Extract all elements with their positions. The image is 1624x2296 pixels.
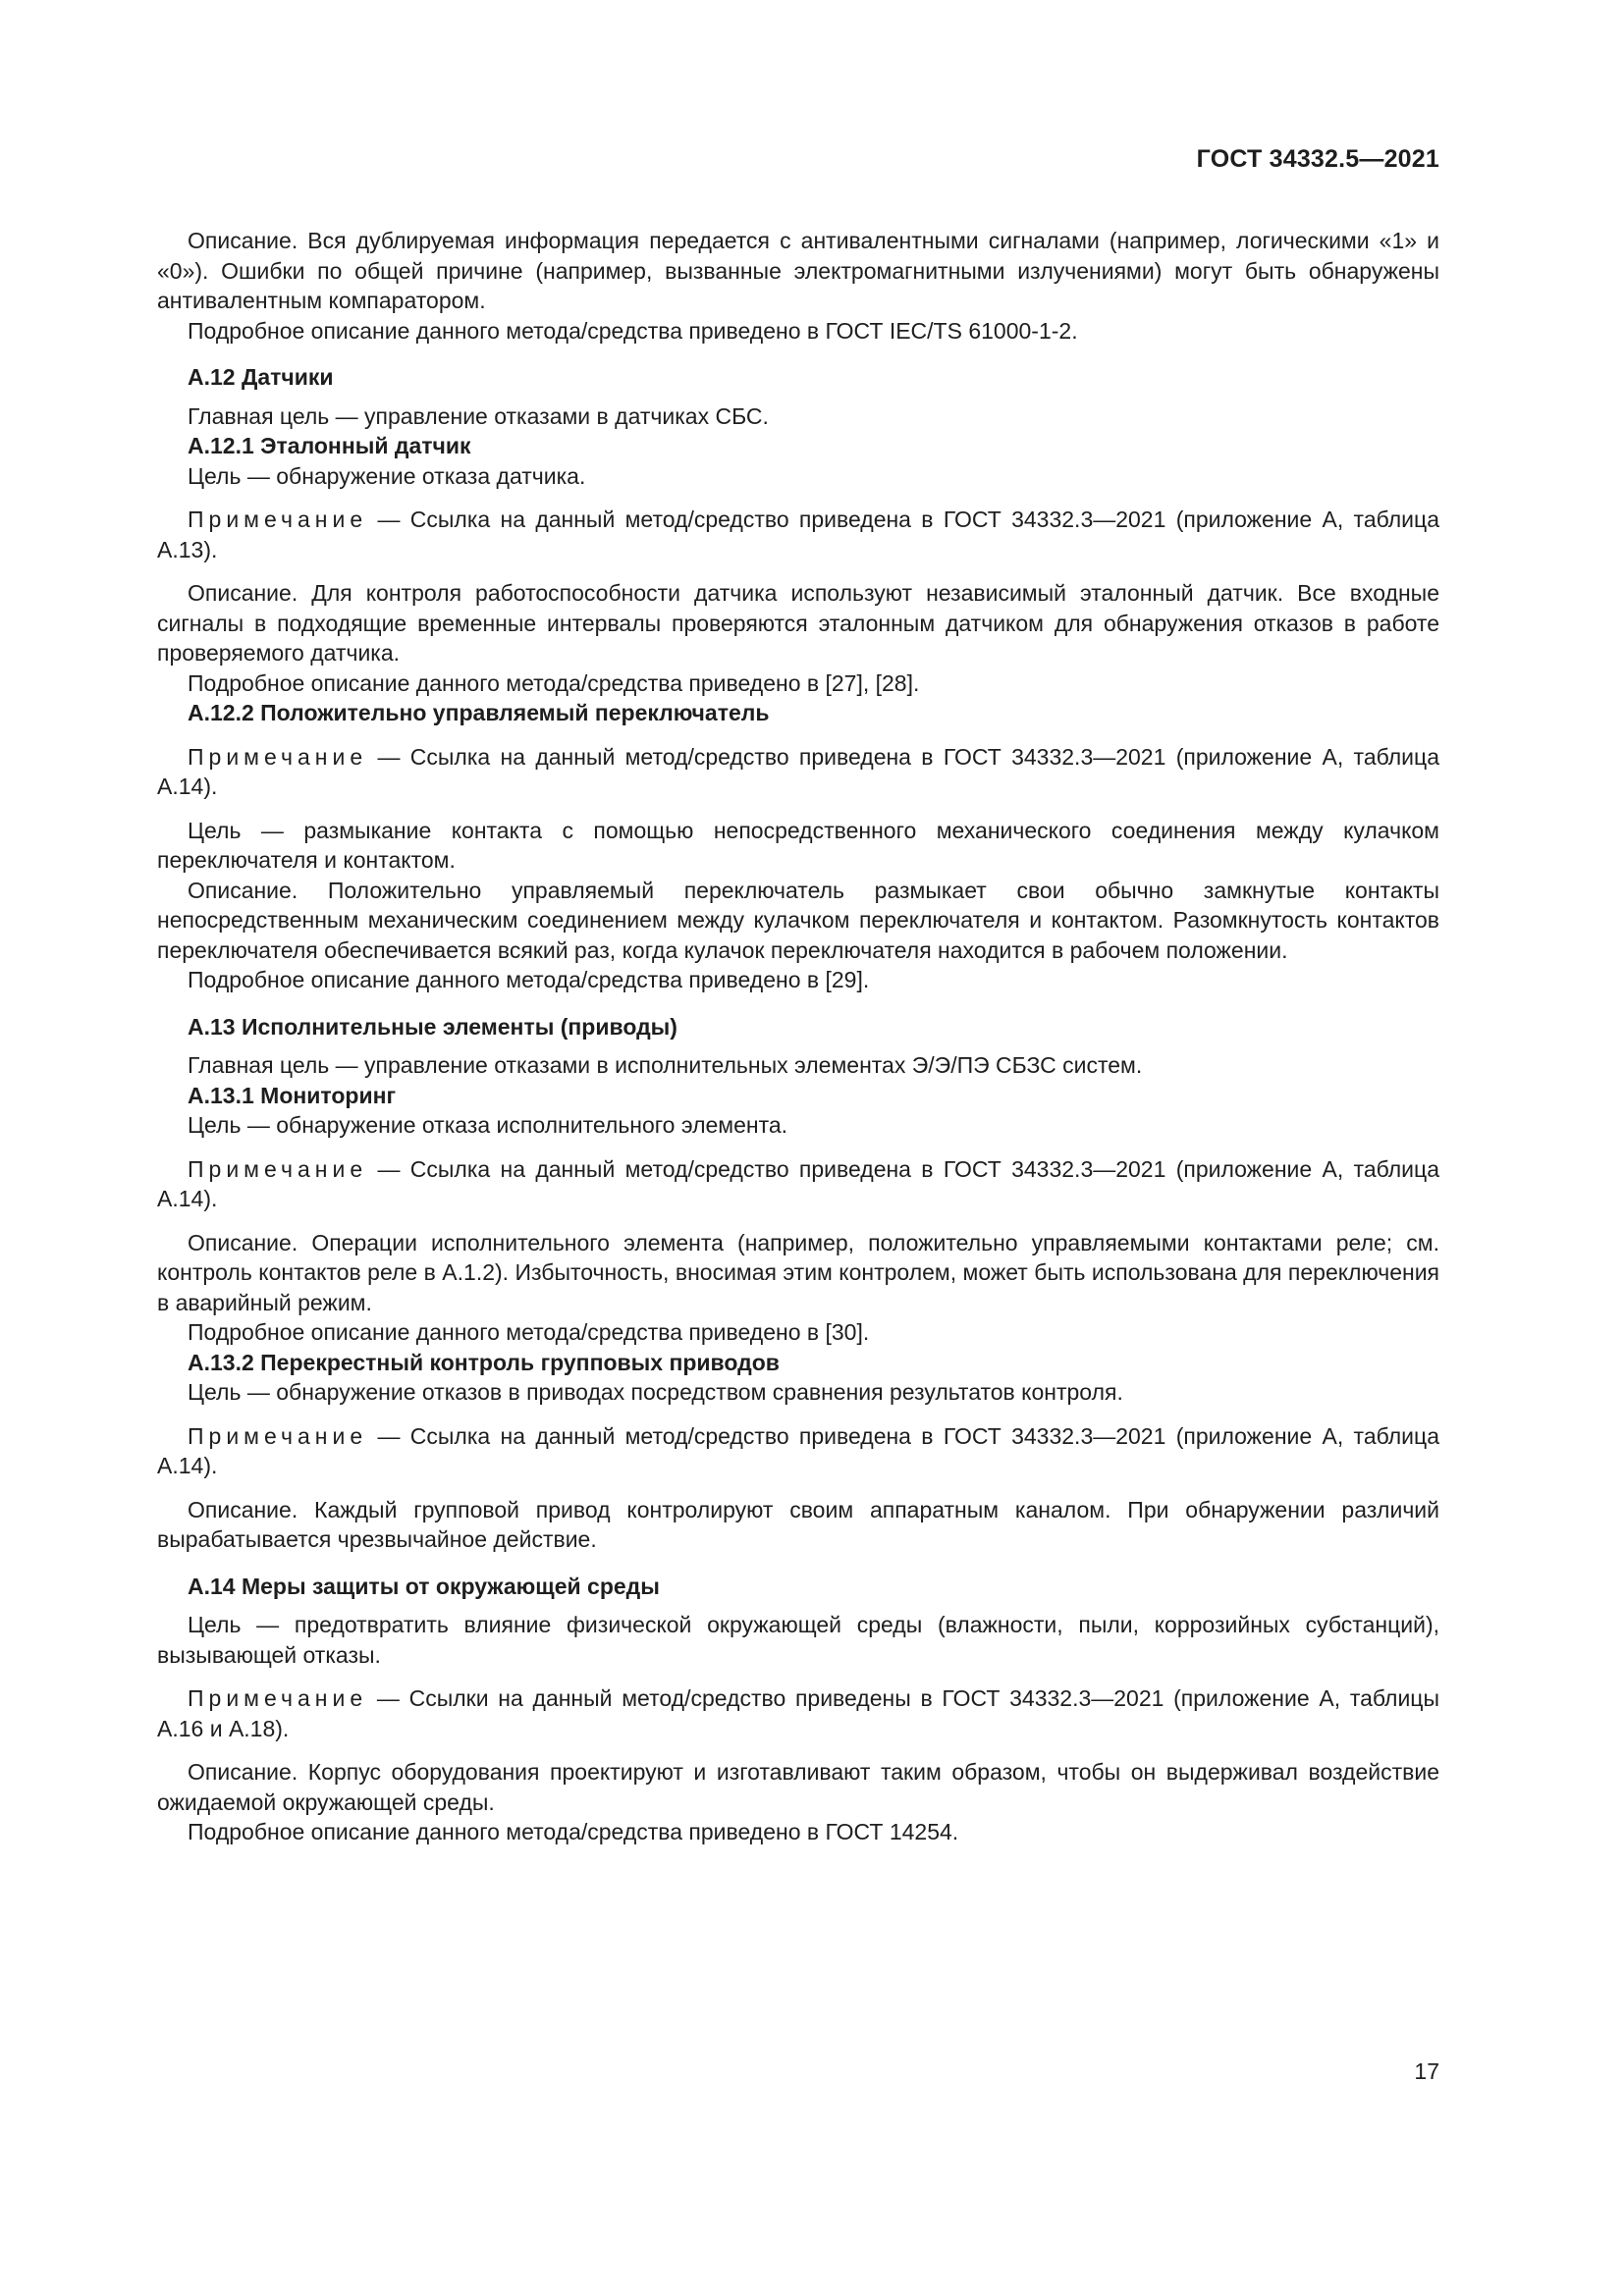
paragraph-a121-description: Описание. Для контроля работоспособности датчика используют независимый эталонный датчик. Все входные сигналы в подходящие временные интервалы проверяются эталонным датчиком для обнаружения отказов в работе проверяемого датчика.	[157, 580, 1439, 666]
paragraph-a132-description: Описание. Каждый групповой привод контролируют своим аппаратным каналом. При обнаружении различий вырабатывается чрезвычайное действие.	[157, 1496, 1439, 1552]
paragraph-a12-goal: Главная цель — управление отказами в датчиках СБС.	[188, 402, 769, 429]
note-a14	[157, 1683, 1439, 1743]
paragraph-a14-description: Описание. Корпус оборудования проектируют и изготавливают таким образом, чтобы он выдерживал воздействие ожидаемой окружающей среды.	[157, 1759, 1439, 1815]
note-text: — Ссылка на данный метод/средство приведена в ГОСТ 34332.3—2021 (приложение А, таблица А.13).	[157, 507, 1439, 562]
note-label: Примечание	[188, 1422, 368, 1449]
note-text: — Ссылка на данный метод/средство приведена в ГОСТ 34332.3—2021 (приложение А, таблица А.14).	[157, 1155, 1439, 1211]
paragraph-a13-goal: Главная цель — управление отказами в исполнительных элементах Э/Э/ПЭ СБЗС систем.	[188, 1052, 1143, 1078]
section-heading-a122: А.12.2 Положительно управляемый переключатель	[188, 700, 770, 725]
note-a122	[157, 742, 1439, 802]
paragraph-reference: Подробное описание данного метода/средства приведено в ГОСТ IEC/TS 61000-1-2.	[188, 317, 1078, 344]
section-heading-a12: А.12 Датчики	[188, 364, 334, 390]
paragraph-a131-description: Описание. Операции исполнительного элемента (например, положительно управляемыми контактами реле; см. контроль контактов реле в А.1.2). Избыточность, вносимая этим контролем, может быть использована для переключения в аварийный режим.	[157, 1229, 1439, 1315]
note-a131	[157, 1154, 1439, 1214]
page-number: 17	[1414, 2058, 1439, 2084]
note-text: — Ссылка на данный метод/средство приведена в ГОСТ 34332.3—2021 (приложение А, таблица А.14).	[157, 743, 1439, 799]
paragraph-antivalent-description: Описание. Вся дублируемая информация передается с антивалентными сигналами (например, логическими «1» и «0»). Ошибки по общей причине (например, вызванные электромагнитными излучениями) могут быть обнаружены антивалентным компаратором.	[157, 228, 1439, 313]
paragraph-a122-goal: Цель — размыкание контакта с помощью непосредственного механического соединения между кулачком переключателя и контактом.	[157, 817, 1439, 873]
note-a121	[157, 505, 1439, 564]
paragraph-a122-description: Описание. Положительно управляемый переключатель размыкает свои обычно замкнутые контакты непосредственным механическим соединением между кулачком переключателя и контактом. Разомкнутость контактов переключателя обеспечивается всякий раз, когда кулачок переключателя находится в рабочем положении.	[157, 877, 1439, 963]
paragraph-a131-goal: Цель — обнаружение отказа исполнительного элемента.	[188, 1112, 788, 1138]
paragraph-a121-reference: Подробное описание данного метода/средства приведено в [27], [28].	[188, 669, 920, 696]
note-label: Примечание	[188, 743, 368, 770]
document-body	[157, 226, 1439, 1847]
document-code-header: ГОСТ 34332.5—2021	[1196, 145, 1439, 173]
paragraph-a121-goal: Цель — обнаружение отказа датчика.	[188, 462, 586, 489]
note-label: Примечание	[188, 507, 368, 532]
note-text: — Ссылка на данный метод/средство приведена в ГОСТ 34332.3—2021 (приложение А, таблица А.14).	[157, 1422, 1439, 1478]
paragraph-a14-reference: Подробное описание данного метода/средства приведено в ГОСТ 14254.	[188, 1819, 959, 1844]
note-a132	[157, 1421, 1439, 1481]
note-text: — Ссылки на данный метод/средство приведены в ГОСТ 34332.3—2021 (приложение А, таблицы А.16 и А.18).	[157, 1685, 1439, 1741]
section-heading-a14: А.14 Меры защиты от окружающей среды	[188, 1573, 660, 1599]
paragraph-a14-goal: Цель — предотвратить влияние физической окружающей среды (влажности, пыли, коррозийных субстанций), вызывающей отказы.	[157, 1612, 1439, 1668]
paragraph-a122-reference: Подробное описание данного метода/средства приведено в [29].	[188, 967, 870, 992]
paragraph-a132-goal: Цель — обнаружение отказов в приводах посредством сравнения результатов контроля.	[188, 1379, 1123, 1405]
note-label: Примечание	[188, 1685, 368, 1711]
section-heading-a121: А.12.1 Эталонный датчик	[188, 433, 471, 458]
section-heading-a13: А.13 Исполнительные элементы (приводы)	[188, 1013, 677, 1040]
paragraph-a131-reference: Подробное описание данного метода/средства приведено в [30].	[188, 1319, 870, 1345]
section-heading-a131: А.13.1 Мониторинг	[188, 1082, 397, 1108]
note-label: Примечание	[188, 1155, 368, 1182]
section-heading-a132: А.13.2 Перекрестный контроль групповых приводов	[188, 1349, 780, 1375]
